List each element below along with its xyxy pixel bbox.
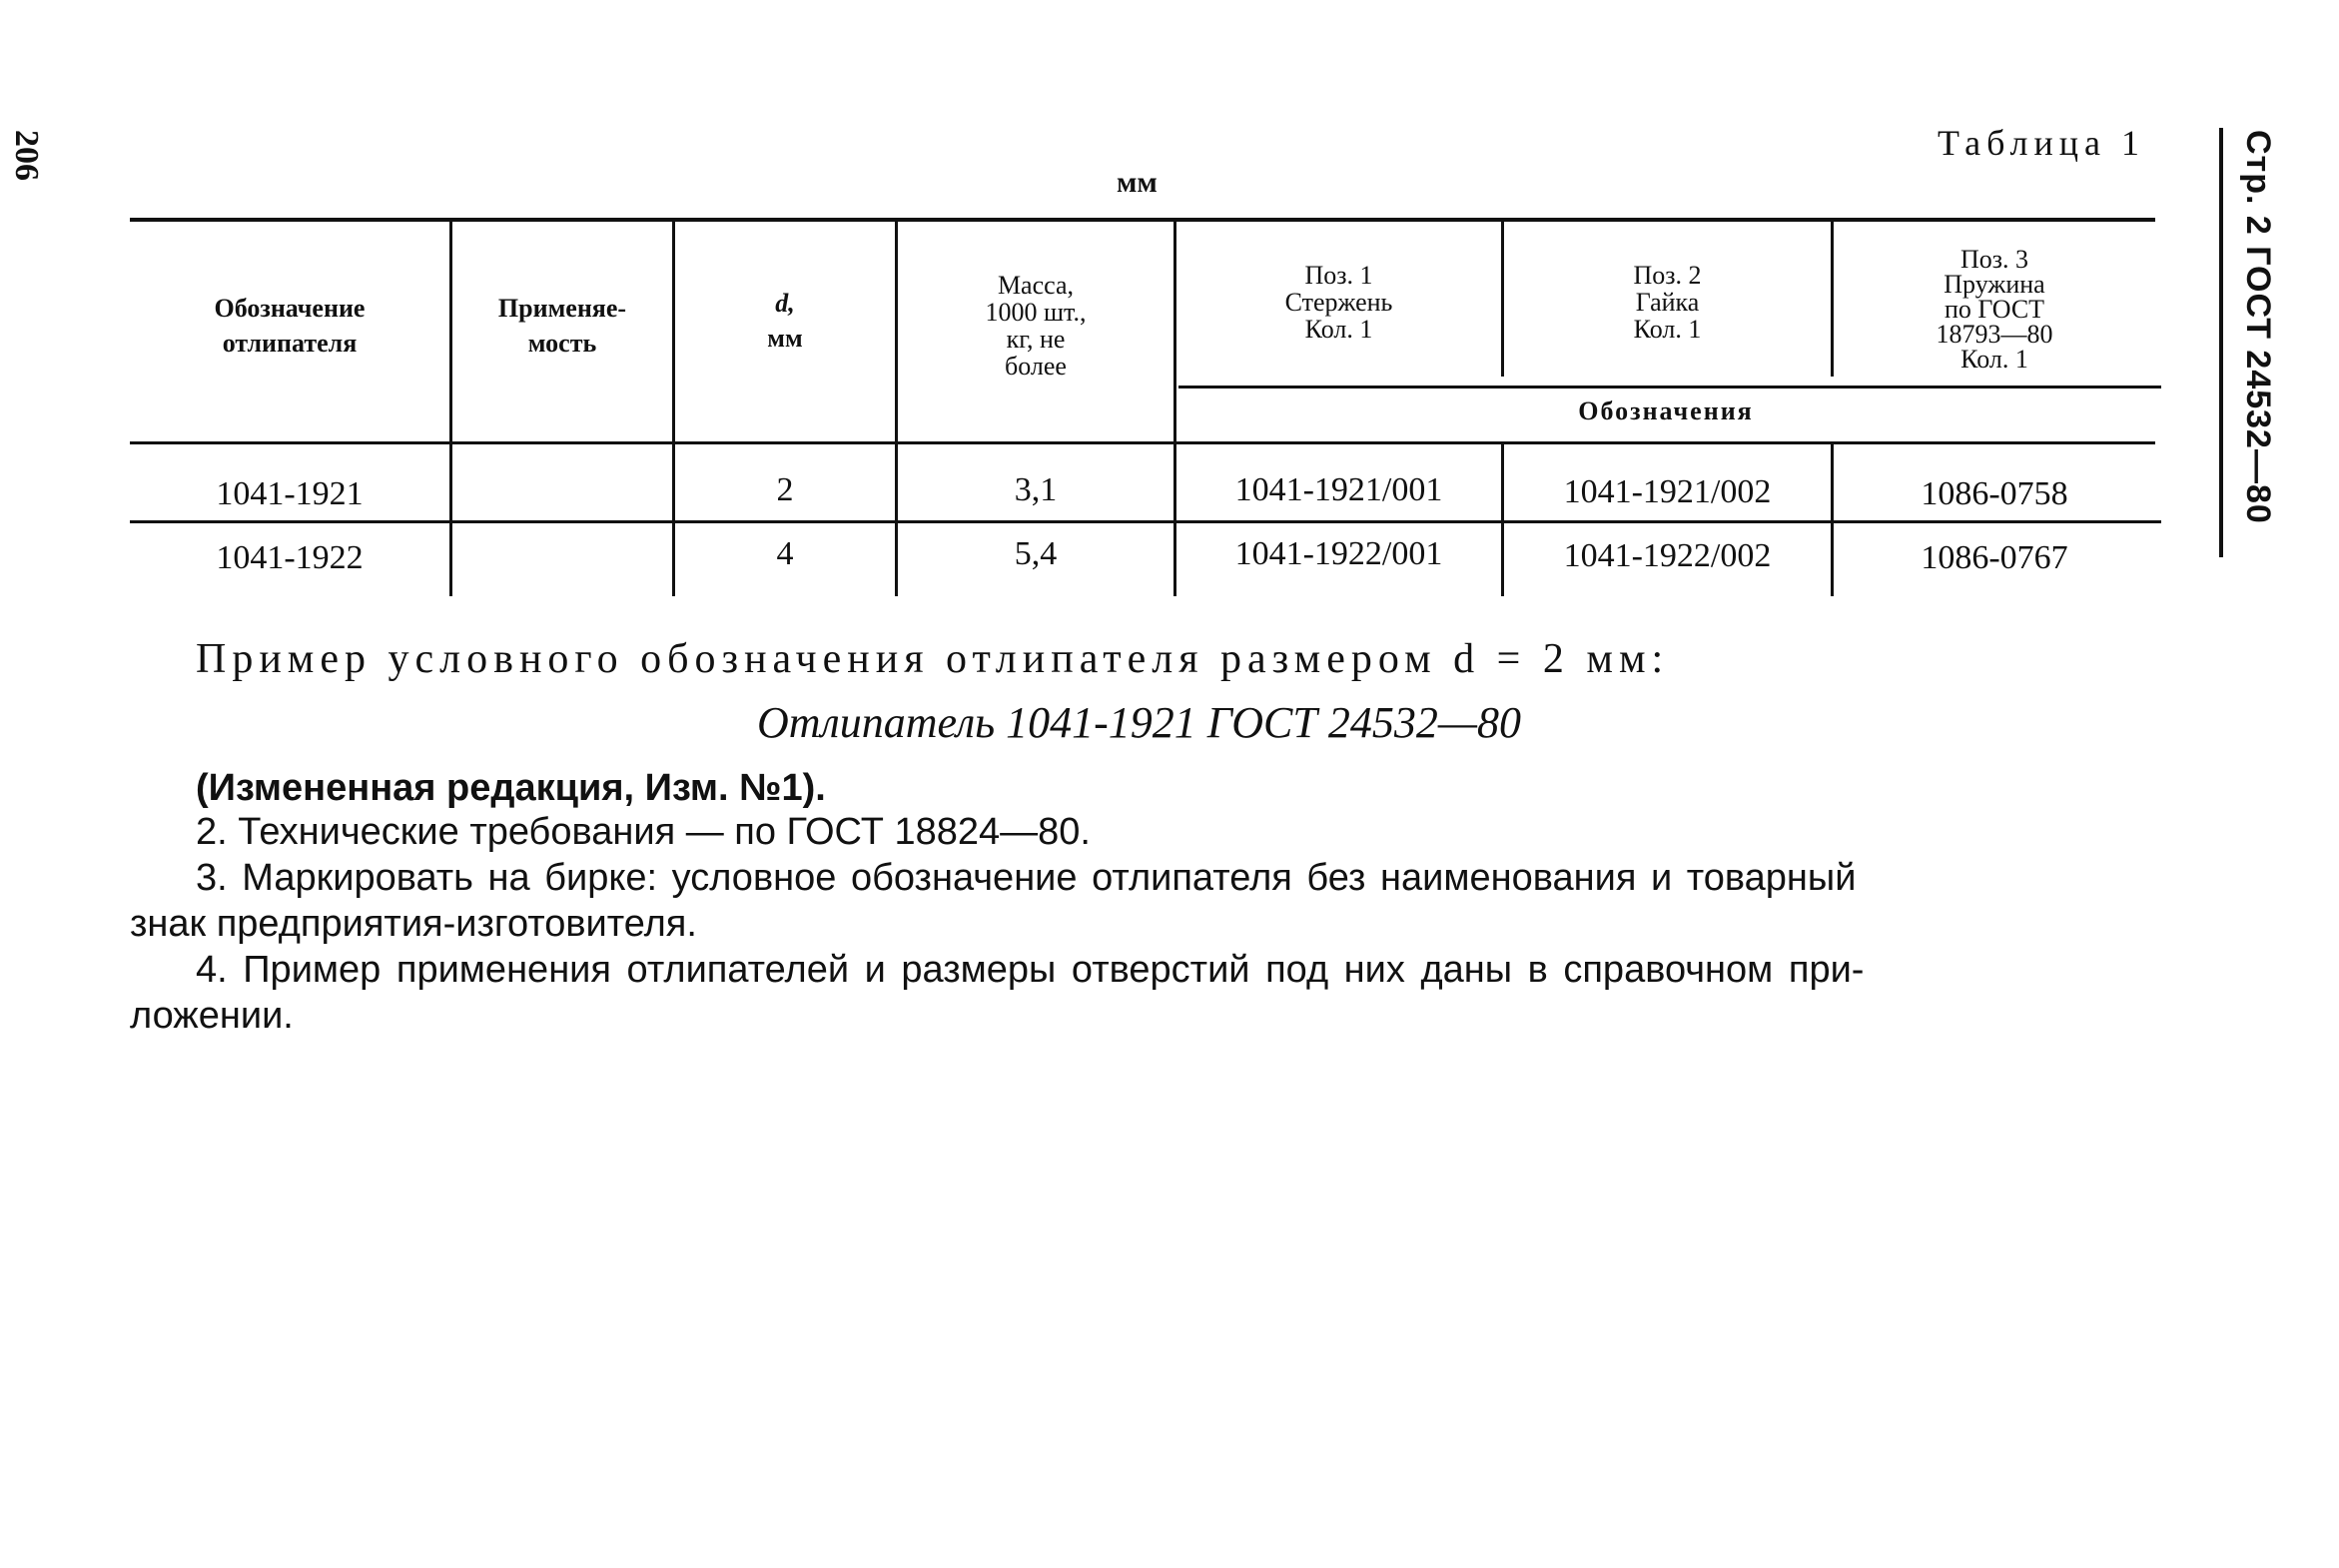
example-designation: Отлипатель 1041-1921 ГОСТ 24532—80 xyxy=(757,698,1521,747)
header-line: Гайка xyxy=(1635,288,1700,317)
header-designations-group: Обозначения xyxy=(1578,396,1754,425)
header-line: d, xyxy=(775,289,795,318)
example-intro: Пример условного обозначения отлипателя размером d = 2 мм: xyxy=(196,636,1670,682)
header-pos1 xyxy=(1176,262,1501,343)
header-line: Поз. 1 xyxy=(1304,261,1373,290)
header-line: более xyxy=(1005,352,1067,381)
side-header: Стр. 2 ГОСТ 24532—80 xyxy=(2239,130,2277,524)
table-cell: 1041-1922/001 xyxy=(1234,535,1443,572)
header-line: Кол. 1 xyxy=(1304,315,1373,344)
amendment-note: (Измененная редакция, Изм. №1). xyxy=(196,767,826,809)
table-cell: 4 xyxy=(776,535,794,572)
header-d xyxy=(675,290,895,352)
header-line: по ГОСТ xyxy=(1944,295,2045,324)
paragraph-2: 2. Технические требования — по ГОСТ 18824—80. xyxy=(196,811,1091,853)
header-bottom-rule xyxy=(130,441,2155,444)
header-line: кг, не xyxy=(1006,325,1066,354)
table-cell: 2 xyxy=(776,471,794,508)
table-cell: 1086-0758 xyxy=(1921,475,2068,512)
header-line: 18793—80 xyxy=(1936,320,2053,349)
header-line: Поз. 2 xyxy=(1633,261,1702,290)
paragraph-3-line-2: знак предприятия-изготовителя. xyxy=(130,903,697,945)
header-line: мм xyxy=(767,324,803,353)
header-line: Кол. 1 xyxy=(1960,345,2028,374)
designations-group-rule xyxy=(1178,386,2161,389)
header-applicability xyxy=(452,295,672,357)
paragraph-4-line-1: 4. Пример применения отлипателей и размеры отверстий под них даны в справочном при- xyxy=(196,949,1865,991)
table-units: мм xyxy=(1117,166,1158,199)
header-line: Пружина xyxy=(1944,270,2045,299)
header-line: Стержень xyxy=(1284,288,1393,317)
header-pos2 xyxy=(1504,262,1831,343)
col-divider xyxy=(449,222,452,596)
table-cell: 1086-0767 xyxy=(1921,539,2068,576)
table-top-rule xyxy=(130,218,2155,222)
table-cell: 1041-1922/002 xyxy=(1563,537,1772,574)
table-cell: 1041-1921/001 xyxy=(1234,471,1443,508)
table-cell: 5,4 xyxy=(1014,535,1058,572)
header-mass xyxy=(898,272,1173,380)
header-line: Применяе- xyxy=(497,294,627,323)
header-line: отлипателя xyxy=(222,329,358,358)
page-number: 206 xyxy=(8,130,45,181)
side-rule xyxy=(2219,128,2223,557)
table-caption: Таблица 1 xyxy=(1938,123,2145,163)
table-cell: 1041-1921/002 xyxy=(1563,473,1772,510)
header-line: Масса, xyxy=(997,271,1075,300)
header-line: Поз. 3 xyxy=(1959,245,2029,274)
header-line: Кол. 1 xyxy=(1633,315,1702,344)
header-line: мость xyxy=(527,329,597,358)
row-divider xyxy=(130,520,2161,523)
table-cell: 1041-1921 xyxy=(216,475,364,512)
header-designation xyxy=(130,295,449,357)
table-cell: 1041-1922 xyxy=(216,539,364,576)
header-line: 1000 шт., xyxy=(985,298,1087,327)
table-cell: 3,1 xyxy=(1014,471,1058,508)
paragraph-4-line-2: ложении. xyxy=(130,995,294,1037)
header-line: Обозначение xyxy=(214,294,366,323)
header-pos3 xyxy=(1834,247,2155,372)
paragraph-3-line-1: 3. Маркировать на бирке: условное обозначение отлипателя без наименования и товарный xyxy=(196,857,1857,899)
